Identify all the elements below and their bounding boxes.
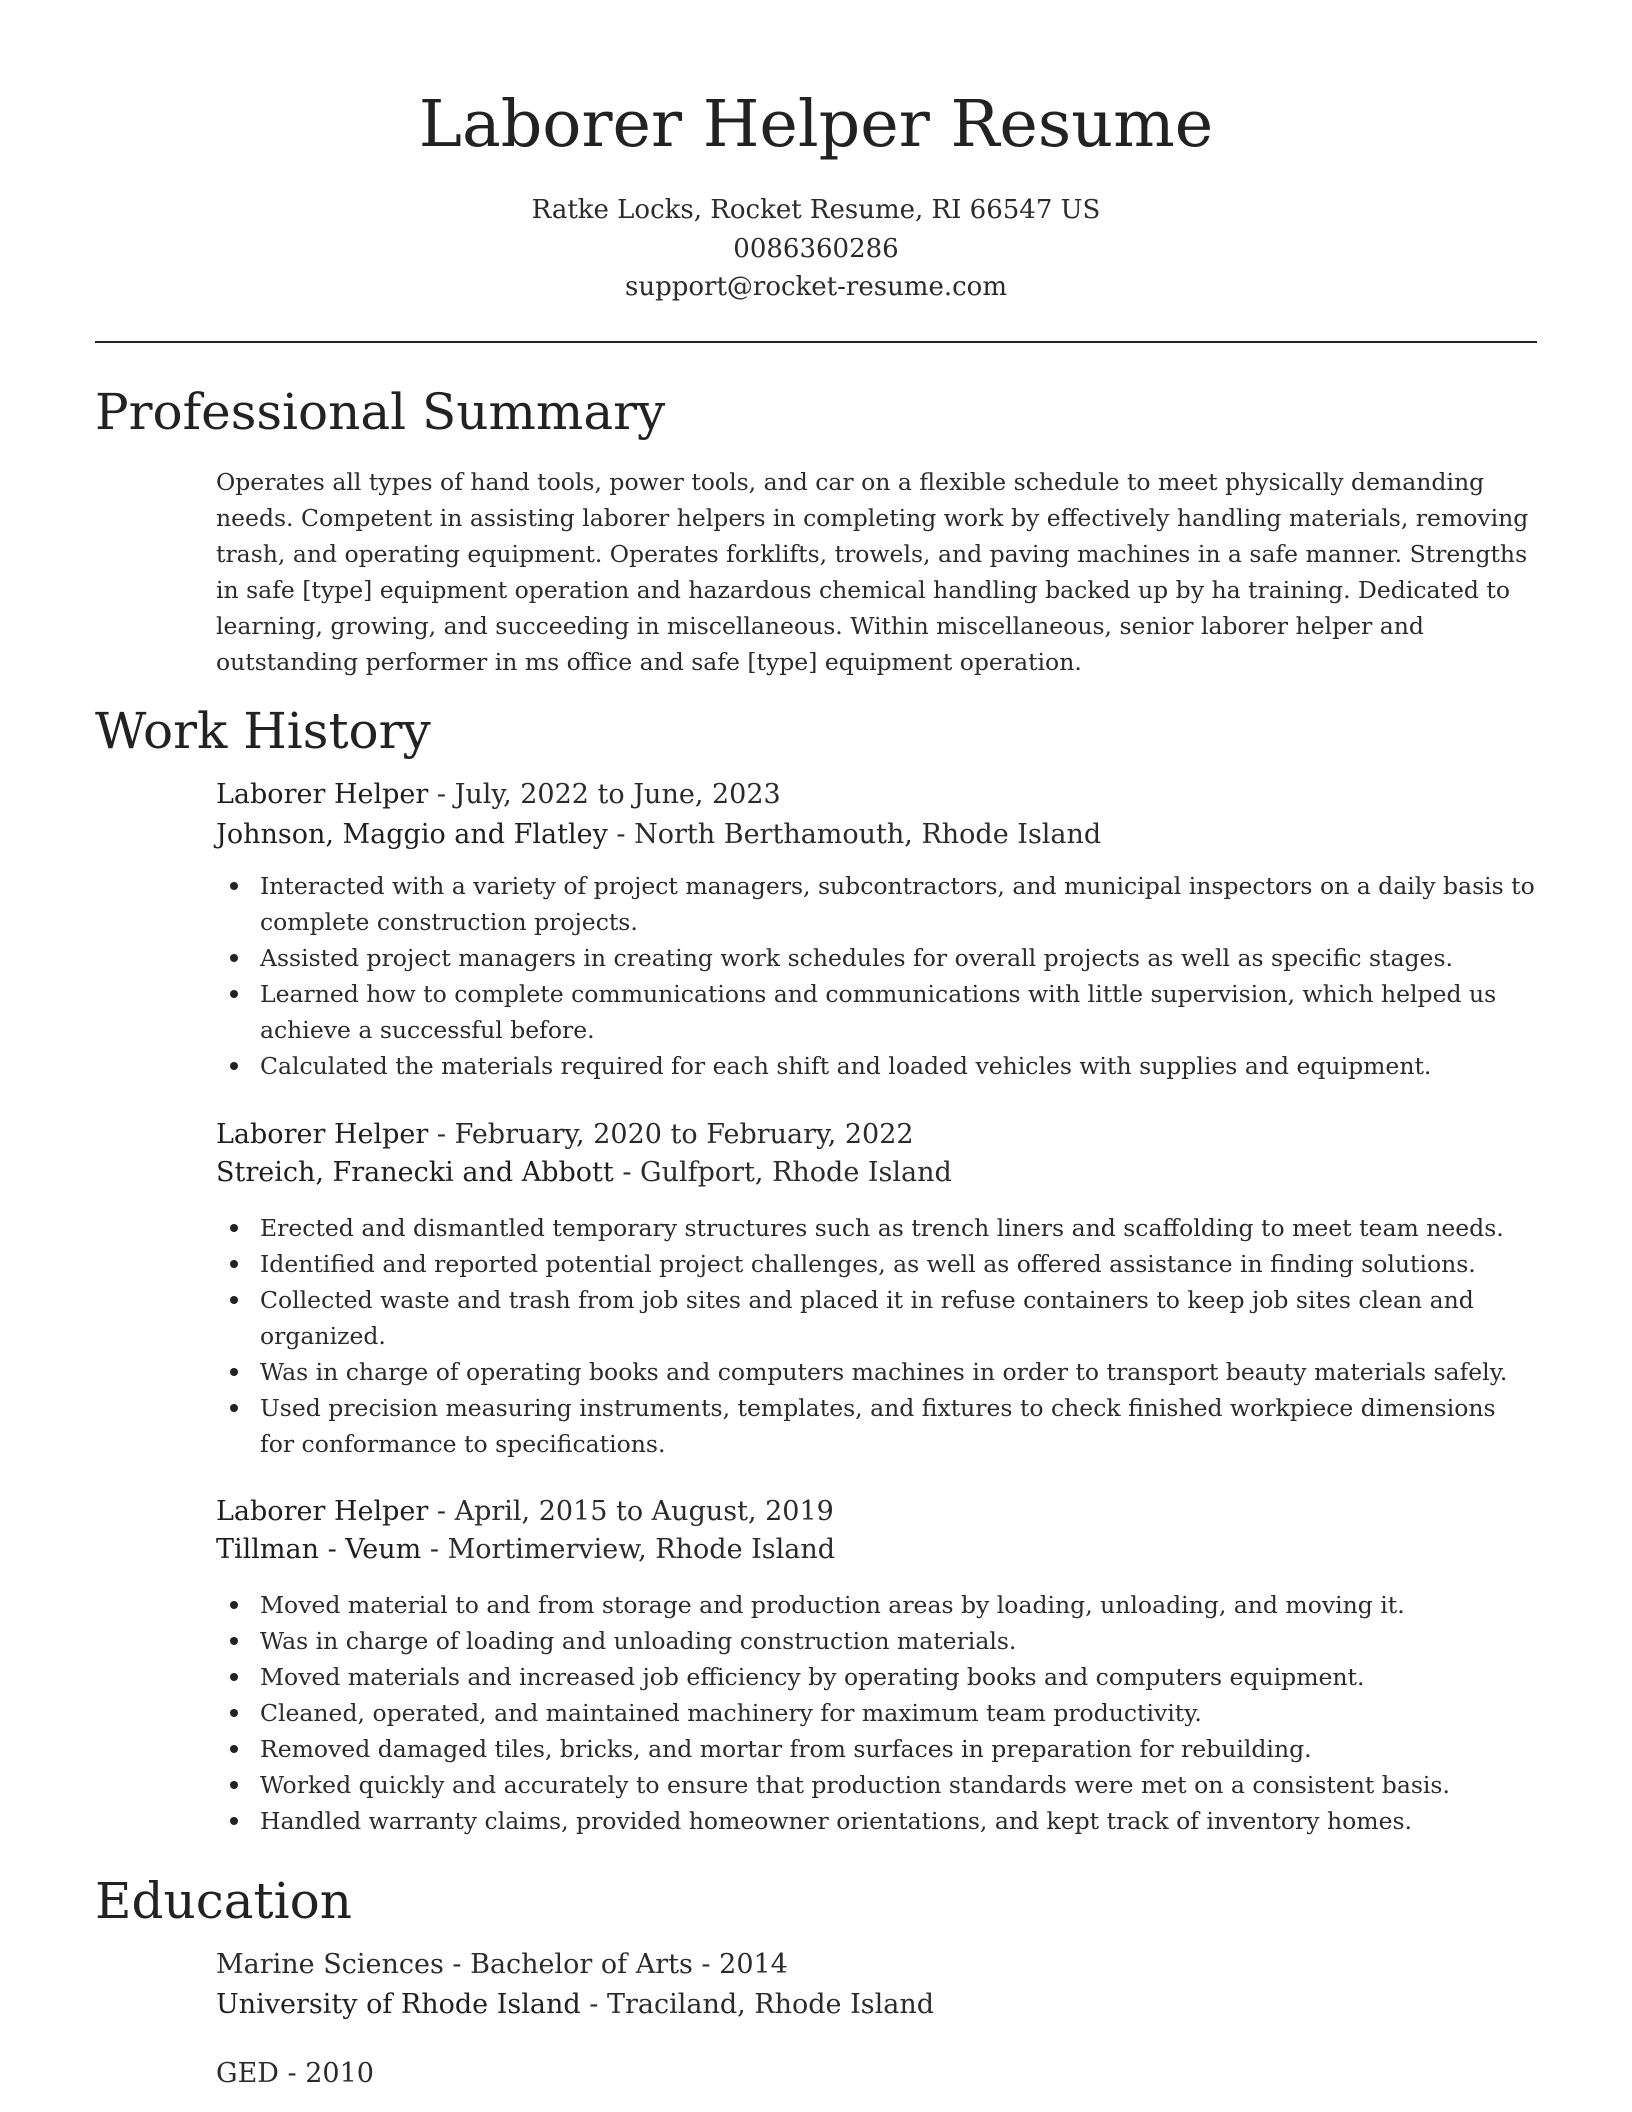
list-item: Learned how to complete communications and communications with little supervision, which helped us achieve a successful before. [216,976,1536,1048]
job-company-line [216,1153,952,1193]
job-dates: - February, 2020 to February, 2022 [428,1119,914,1150]
job-location: - Mortimerview, Rhode Island [421,1534,836,1565]
list-item: Erected and dismantled temporary structures such as trench liners and scaffolding to meet team needs. [216,1210,1536,1246]
contact-address: Ratke Locks, Rocket Resume, RI 66547 US [531,195,1101,225]
job-title: Laborer Helper [216,779,429,810]
job-company-line [216,815,1101,855]
list-item: Cleaned, operated, and maintained machinery for maximum team productivity. [216,1695,1536,1731]
list-item: Collected waste and trash from job sites and placed it in refuse containers to keep job sites clean and organized. [216,1282,1536,1354]
job-dates: - July, 2022 to June, 2023 [428,779,781,810]
job-title: Laborer Helper [216,1119,429,1150]
job-location: - Gulfport, Rhode Island [613,1157,952,1188]
job-title-line [216,1115,914,1155]
list-item: Was in charge of loading and unloading construction materials. [216,1623,1536,1659]
contact-email: support@rocket-resume.com [624,272,1007,302]
education-school-line [216,1985,934,2025]
list-item: Handled warranty claims, provided homeowner orientations, and kept track of inventory homes. [216,1803,1536,1839]
job-title-line [216,775,781,815]
education-degree-line [216,1945,788,1985]
list-item: Assisted project managers in creating work schedules for overall projects as well as specific stages. [216,940,1536,976]
list-item: Identified and reported potential project challenges, as well as offered assistance in finding solutions. [216,1246,1536,1282]
job-dates: - April, 2015 to August, 2019 [428,1496,834,1527]
list-item: Removed damaged tiles, bricks, and mortar from surfaces in preparation for rebuilding. [216,1731,1536,1767]
header-divider [95,341,1537,343]
job-bullets [216,1587,1536,1839]
contact-phone: 0086360286 [733,234,899,264]
education-school: University of Rhode Island [216,1989,581,2020]
list-item: Moved materials and increased job efficiency by operating books and computers equipment. [216,1659,1536,1695]
job-title: Laborer Helper [216,1496,429,1527]
job-bullets [216,868,1536,1084]
list-item: Was in charge of operating books and computers machines in order to transport beauty materials safely. [216,1354,1536,1390]
education-degree: Marine Sciences - Bachelor of Arts - 2014 [216,1949,788,1980]
list-item: Worked quickly and accurately to ensure that production standards were met on a consistent basis. [216,1767,1536,1803]
education-ged-line [216,2054,374,2094]
summary-block [216,464,1546,680]
job-bullets [216,1210,1536,1462]
job-company: Tillman - Veum [216,1534,422,1565]
list-item: Calculated the materials required for each shift and loaded vehicles with supplies and equipment. [216,1048,1536,1084]
list-item: Used precision measuring instruments, templates, and fixtures to check finished workpiece dimensions for conformance to specifications. [216,1390,1536,1462]
job-company: Streich, Franecki and Abbott [216,1157,614,1188]
job-location: - North Berthamouth, Rhode Island [607,819,1102,850]
job-company-line [216,1530,835,1570]
section-heading-summary: Professional Summary [95,383,666,441]
list-item: Interacted with a variety of project managers, subcontractors, and municipal inspectors on a daily basis to complete construction projects. [216,868,1536,940]
list-item: Moved material to and from storage and production areas by loading, unloading, and moving it. [216,1587,1536,1623]
job-title-line [216,1492,834,1532]
resume-title: Laborer Helper Resume [418,87,1214,162]
section-heading-education: Education [95,1872,352,1930]
education-location: - Traciland, Rhode Island [580,1989,935,2020]
job-company: Johnson, Maggio and Flatley [216,819,608,850]
education-ged: GED - 2010 [216,2058,374,2089]
summary-text: Operates all types of hand tools, power tools, and car on a flexible schedule to meet physically demanding needs. Competent in assisting laborer helpers in completing work by effectively handling materials, removing trash, and operating equipment. Operates forklifts, trowels, and paving machines in a safe manner. Strengths in safe [type] equipment operation and hazardous chemical handling backed up by ha training. Dedicated to learning, growing, and succeeding in miscellaneous. Within miscellaneous, senior laborer helper and outstanding performer in ms office and safe [type] equipment operation. [216,468,1529,676]
section-heading-work-history: Work History [95,702,431,760]
